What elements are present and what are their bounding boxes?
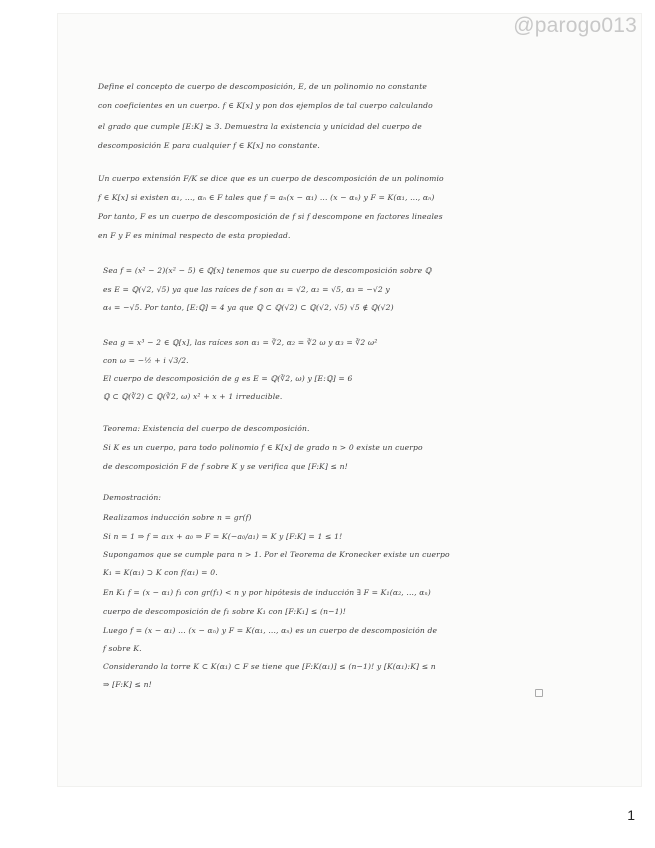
text-line: de descomposición F de f sobre K y se verifica que [F:K] ≤ n! [103, 462, 348, 471]
text-line: Si n = 1 ⇒ f = a₁x + a₀ ⇒ F = K(−a₀/a₁) = K y [F:K] = 1 ≤ 1! [103, 532, 343, 541]
text-line: Define el concepto de cuerpo de descomposición, E, de un polinomio no constante [98, 82, 428, 91]
text-line: f ∈ K[x] si existen α₁, ..., αₙ ∈ F tales que f = aₙ(x − α₁) ... (x − αₙ) y F = K(α₁, ..., αₙ) [98, 193, 435, 202]
text-line: el grado que cumple [E:K] ≥ 3. Demuestra la existencia y unicidad del cuerpo de [98, 122, 422, 131]
text-line: con coeficientes en un cuerpo. f ∈ K[x] y pon dos ejemplos de tal cuerpo calculando [98, 101, 433, 110]
text-line: en F y F es minimal respecto de esta propiedad. [98, 231, 291, 240]
text-line: ⇒ [F:K] ≤ n! [103, 680, 152, 689]
text-line: cuerpo de descomposición de f₁ sobre K₁ con [F:K₁] ≤ (n−1)! [103, 607, 346, 616]
text-line: α₄ = −√5. Por tanto, [E:ℚ] = 4 ya que ℚ ⊂ ℚ(√2) ⊂ ℚ(√2, √5) √5 ∉ ℚ(√2) [103, 303, 394, 312]
text-line: Luego f = (x − α₁) ... (x − αₙ) y F = K(α₁, ..., αₙ) es un cuerpo de descomposición de [103, 626, 438, 635]
page-number: 1 [627, 807, 635, 823]
text-line: es E = ℚ(√2, √5) ya que las raíces de f son α₁ = √2, α₂ = √5, α₃ = −√2 y [103, 285, 390, 294]
text-line: Si K es un cuerpo, para todo polinomio f ∈ K[x] de grado n > 0 existe un cuerpo [103, 443, 423, 452]
proof-title: Demostración: [103, 493, 162, 502]
text-line: Sea g = x³ − 2 ∈ ℚ[x], las raíces son α₁ = ∛2, α₂ = ∛2 ω y α₃ = ∛2 ω² [103, 338, 378, 347]
theorem-title: Teorema: Existencia del cuerpo de descomposición. [103, 424, 310, 433]
text-line: Considerando la torre K ⊂ K(α₁) ⊂ F se tiene que [F:K(α₁)] ≤ (n−1)! y [K(α₁):K] ≤ n [103, 662, 436, 671]
margin-square-mark [535, 689, 543, 697]
text-line: En K₁ f = (x − α₁) f₁ con gr(f₁) < n y por hipótesis de inducción ∃ F = K₁(α₂, ..., αₙ) [103, 588, 431, 597]
text-line: Realizamos inducción sobre n = gr(f) [103, 513, 252, 522]
text-line: Supongamos que se cumple para n > 1. Por el Teorema de Kronecker existe un cuerpo [103, 550, 450, 559]
text-line: Sea f = (x² − 2)(x² − 5) ∈ ℚ[x] tenemos que su cuerpo de descomposición sobre ℚ [103, 266, 432, 275]
text-line: descomposición E para cualquier f ∈ K[x] no constante. [98, 141, 320, 150]
text-line: El cuerpo de descomposición de g es E = ℚ(∛2, ω) y [E:ℚ] = 6 [103, 374, 353, 383]
text-line: Por tanto, F es un cuerpo de descomposición de f si f descompone en factores lineales [98, 212, 443, 221]
text-line: con ω = −½ + i √3/2. [103, 356, 189, 365]
watermark: @parogo013 [513, 14, 637, 37]
text-line: Un cuerpo extensión F/K se dice que es un cuerpo de descomposición de un polinomio [98, 174, 444, 183]
text-line: ℚ ⊂ ℚ(∛2) ⊂ ℚ(∛2, ω) x² + x + 1 irreducible. [103, 392, 283, 401]
text-line: f sobre K. [103, 644, 142, 653]
text-line: K₁ = K(α₁) ⊃ K con f(α₁) = 0. [103, 568, 218, 577]
